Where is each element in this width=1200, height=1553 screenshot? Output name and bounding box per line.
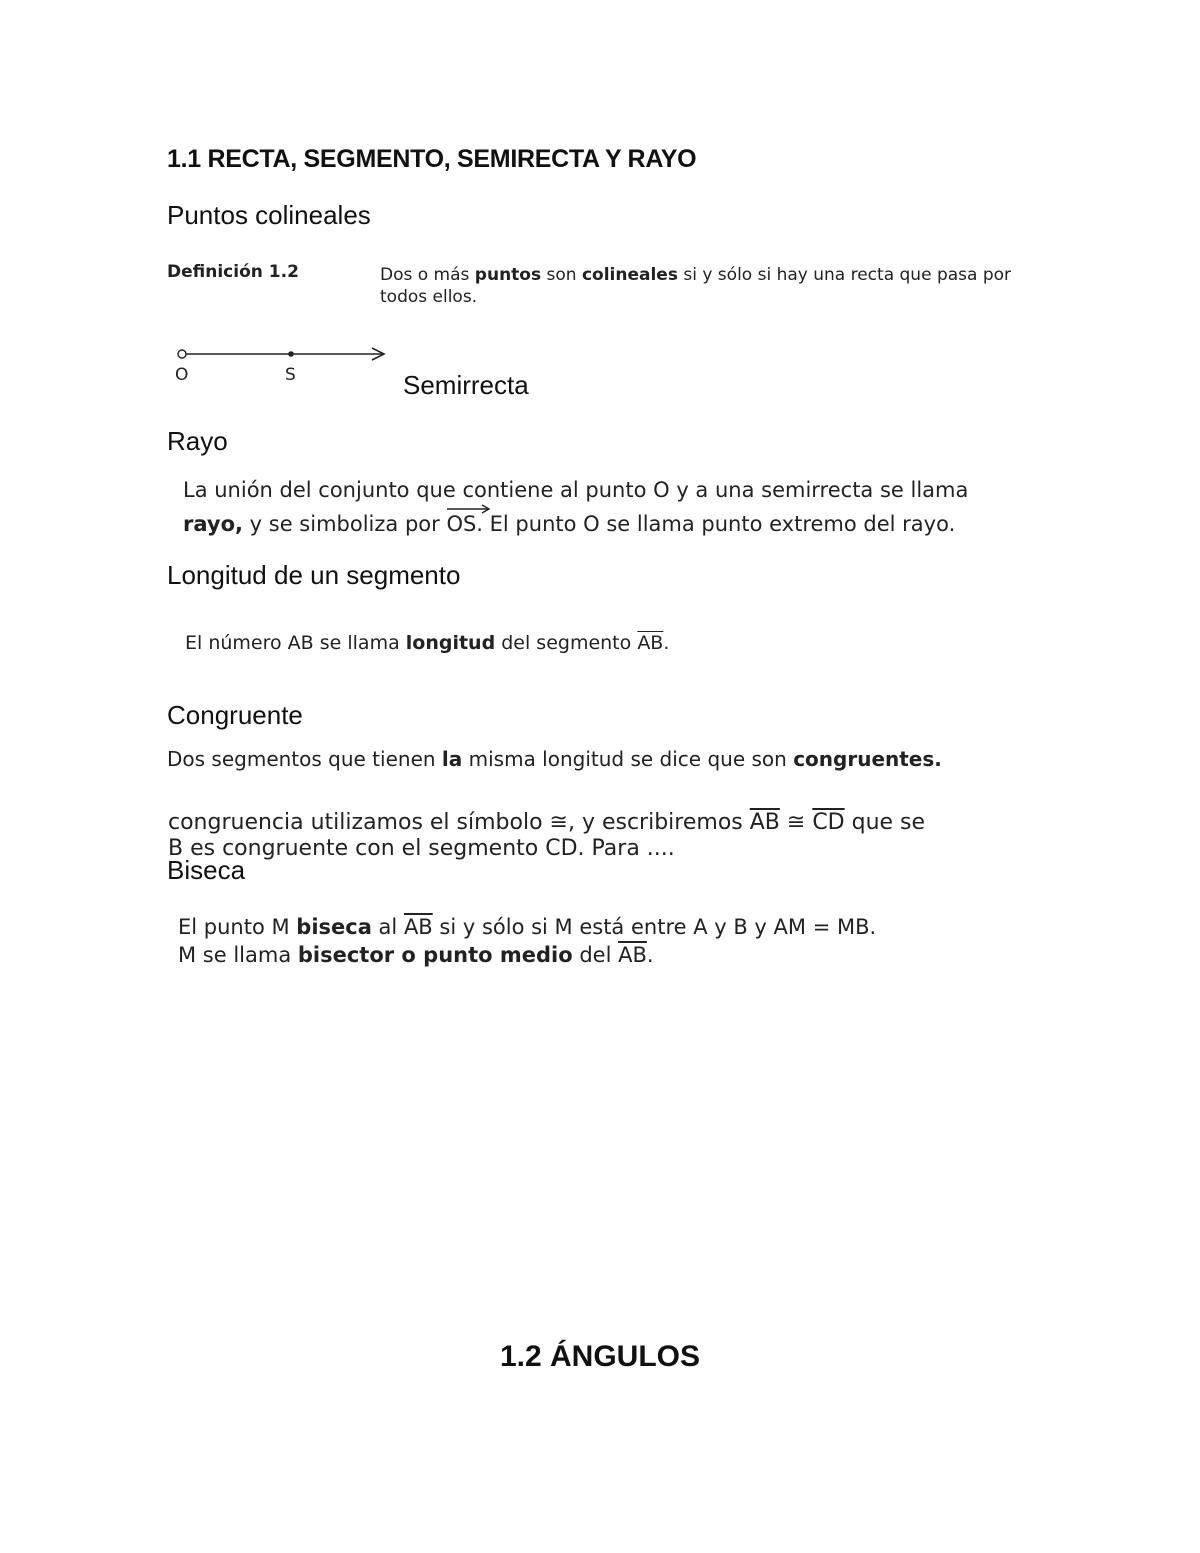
longitud-text: del segmento <box>495 632 638 654</box>
heading-longitud: Longitud de un segmento <box>167 560 461 590</box>
open-point-o <box>178 350 186 358</box>
biseca-text: si y sólo si M está entre A y B y AM = MB. <box>432 915 877 939</box>
definition-label: Definición 1.2 <box>167 262 299 282</box>
segment-symbol: $\overline{AB}$ <box>749 810 780 835</box>
congruente-clipped-text: B es congruente con el segmento CD. Para .... <box>168 836 675 861</box>
congruente-text: que se <box>844 810 926 835</box>
biseca-term: biseca <box>296 915 372 939</box>
rayo-text: y se simboliza por <box>242 512 447 536</box>
heading-puntos-colineales: Puntos colineales <box>167 200 371 230</box>
biseca-line-2 <box>178 943 654 967</box>
definition-text: son <box>541 265 582 285</box>
heading-biseca: Biseca <box>167 855 246 885</box>
congruente-text: congruencia utilizamos el símbolo ≅, y escribiremos <box>168 810 750 835</box>
definition-line-1 <box>380 265 1011 285</box>
definition-bold: colineales <box>581 265 678 285</box>
semirrecta-diagram <box>170 340 400 385</box>
longitud-text: El número AB se llama <box>185 632 406 654</box>
biseca-text: al <box>371 915 404 939</box>
biseca-text: M se llama <box>178 943 298 967</box>
longitud-line <box>185 632 669 654</box>
heading-congruente: Congruente <box>167 700 303 730</box>
definition-text: Dos o más <box>380 265 475 285</box>
segment-symbol: $\overline{AB}$ <box>403 915 433 939</box>
rayo-term: rayo, <box>183 512 243 536</box>
biseca-line-1 <box>178 915 876 939</box>
biseca-text: . <box>646 943 654 967</box>
label-s: S <box>285 365 296 385</box>
point-s <box>288 351 294 357</box>
ray-symbol-text: OS <box>446 512 477 536</box>
label-o: O <box>175 365 189 385</box>
congruence-symbol: ≅ <box>779 810 813 835</box>
semirrecta-caption: Semirrecta <box>403 370 529 400</box>
section-title: 1.1 RECTA, SEGMENTO, SEMIRECTA Y RAYO <box>167 145 697 173</box>
definition-bold: puntos <box>474 265 542 285</box>
segment-symbol: $\overline{AB}$ <box>637 632 664 654</box>
congruente-term: congruentes. <box>793 747 942 771</box>
section-title-angulos: 1.2 ÁNGULOS <box>499 1340 701 1373</box>
biseca-text: del <box>572 943 619 967</box>
congruente-line-2 <box>168 810 925 835</box>
rayo-line-1: La unión del conjunto que contiene al punto O y a una semirrecta se llama <box>183 478 969 502</box>
definition-text: si y sólo si hay una recta que pasa por <box>677 265 1012 285</box>
biseca-text: El punto M <box>178 915 297 939</box>
heading-rayo: Rayo <box>167 426 228 456</box>
definition-line-2: todos ellos. <box>380 287 478 307</box>
segment-symbol: $\overline{AB}$ <box>618 943 647 967</box>
ray-symbol <box>446 512 476 536</box>
congruente-line-1 <box>167 747 942 771</box>
congruente-bold: la <box>441 747 463 771</box>
congruente-line-3-clipped <box>168 836 998 861</box>
congruente-text: Dos segmentos que tienen <box>167 747 442 771</box>
longitud-term: longitud <box>405 632 496 654</box>
segment-symbol: $\overline{CD}$ <box>812 810 845 835</box>
congruente-text: misma longitud se dice que son <box>462 747 794 771</box>
longitud-text: . <box>663 632 670 654</box>
ray-arrow-icon <box>446 503 492 515</box>
biseca-term: bisector o punto medio <box>297 943 573 967</box>
rayo-text: . El punto O se llama punto extremo del rayo. <box>476 512 956 536</box>
rayo-line-2 <box>183 512 955 536</box>
